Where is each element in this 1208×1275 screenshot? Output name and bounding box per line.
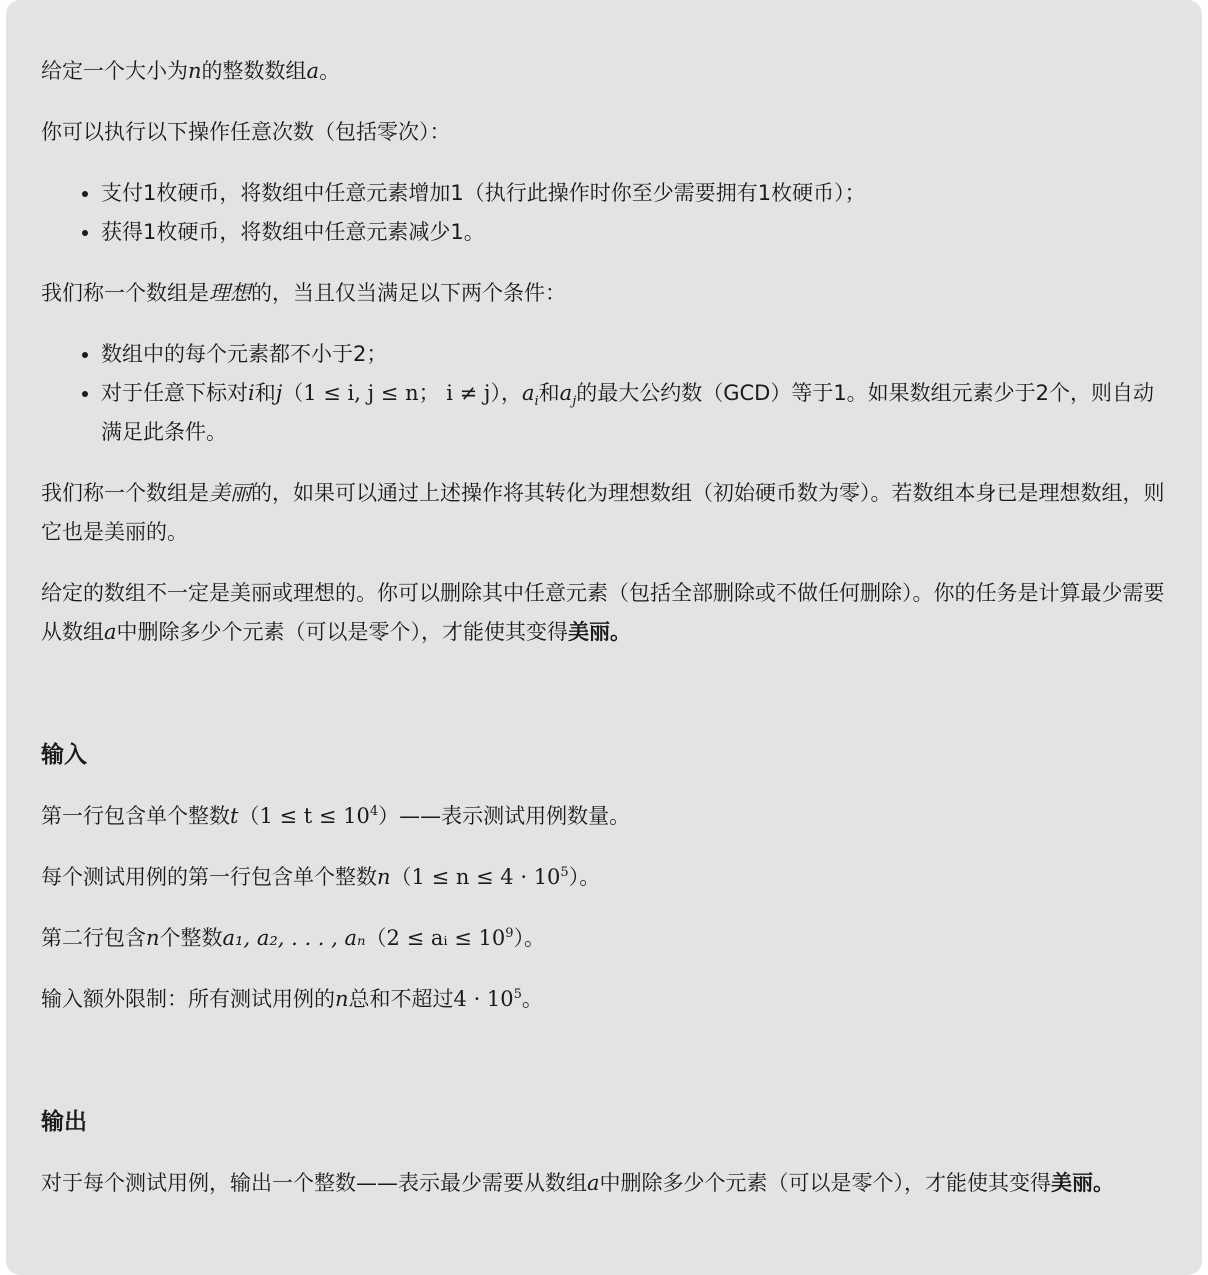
text: 每个测试用例的第一行包含单个整数: [41, 865, 377, 889]
text: 的最大公约数（GCD）等于1。如果数组元素少于2个，则自动满足此条件。: [101, 381, 1155, 444]
text: 给定一个大小为: [41, 59, 188, 83]
math-var: a: [587, 1171, 600, 1195]
bold-text: 美丽: [568, 620, 611, 644]
conditions-list: [41, 335, 1171, 452]
input-heading: 输入: [41, 742, 87, 768]
math-var: t: [230, 804, 239, 828]
text: 输入额外限制：所有测试用例的: [41, 987, 335, 1011]
text: ）: [378, 804, 400, 828]
text: 我们称一个数组是: [41, 281, 209, 305]
text: 和: [538, 381, 560, 405]
text: 。: [319, 59, 341, 83]
math-condition: （1 ≤ i, j ≤ n； i ≠ j）: [282, 381, 501, 405]
text: 对于任意下标对: [101, 381, 248, 405]
list-item: • 支付1枚硬币，将数组中任意元素增加1（执行此操作时你至少需要拥有1枚硬币）；: [101, 174, 1171, 213]
text: ）。: [513, 926, 546, 950]
math-var: n: [377, 865, 391, 889]
exponent: 4: [369, 804, 379, 819]
math-var: n: [188, 59, 202, 83]
subscript: j: [572, 394, 577, 410]
input-line-3: [41, 919, 1171, 958]
text: 我们称一个数组是: [41, 481, 209, 505]
exponent: 5: [513, 987, 522, 1002]
operations-intro: 你可以执行以下操作任意次数（包括零次）：: [41, 120, 451, 144]
math-value: 4 · 10: [453, 987, 514, 1011]
text: 总和不超过: [348, 987, 454, 1011]
math-condition: （1 ≤ t ≤ 10: [238, 804, 370, 828]
task-paragraph: [41, 574, 1171, 652]
text: 和: [254, 381, 276, 405]
problem-card: [6, 0, 1202, 1275]
output-heading: 输出: [41, 1109, 87, 1135]
text: 对于每个测试用例，输出一个整数——表示最少需要从数组: [41, 1171, 587, 1195]
math-var: j: [275, 381, 283, 405]
text: 的，当且仅当满足以下两个条件：: [251, 281, 566, 305]
text: 的，如果可以通过上述操作将其转化为理想数组（初始硬币数为零）。若数组本身已是理想数组，则它也是美丽的。: [41, 481, 1165, 544]
bold-text: 美丽: [1051, 1171, 1094, 1195]
list-item: [101, 374, 1171, 452]
ideal-definition: [41, 274, 1171, 313]
text: 。: [521, 987, 543, 1011]
text: 。: [610, 620, 632, 644]
text: 第二行包含: [41, 926, 146, 950]
emphasis: 美丽: [209, 481, 251, 505]
input-line-1: [41, 797, 1171, 836]
math-var: a: [559, 381, 573, 405]
problem-statement: [41, 52, 1171, 1225]
exponent: 9: [505, 926, 514, 941]
text: ）。: [568, 865, 601, 889]
text: 的整数数组: [201, 59, 307, 83]
operations-list: [41, 174, 1171, 252]
text: ，: [500, 381, 522, 405]
input-line-4: [41, 980, 1171, 1019]
math-var: i: [248, 381, 255, 405]
subscript: i: [534, 394, 539, 410]
text: 个整数: [159, 926, 223, 950]
intro-paragraph: [41, 52, 1171, 91]
text: ——表示测试用例数量。: [399, 804, 631, 828]
math-var: a: [306, 59, 320, 83]
emphasis: 理想: [209, 281, 251, 305]
math-var: n: [335, 987, 349, 1011]
list-item: • 获得1枚硬币，将数组中任意元素减少1。: [101, 213, 1171, 252]
math-var: a: [104, 620, 117, 644]
math-condition: （2 ≤ aᵢ ≤ 10: [365, 926, 506, 950]
exponent: 5: [560, 865, 569, 880]
beautiful-definition: [41, 474, 1171, 552]
text: 中删除多少个元素（可以是零个），才能使其变得: [116, 620, 569, 644]
math-var: n: [146, 926, 160, 950]
list-item: • 数组中的每个元素都不小于2；: [101, 335, 1171, 374]
text: 。: [1093, 1171, 1115, 1195]
output-line: [41, 1164, 1171, 1203]
math-var: a: [521, 381, 535, 405]
math-condition: （1 ≤ n ≤ 4 · 10: [390, 865, 561, 889]
text: 给定的数组不一定是美丽或理想的。你可以删除其中任意元素（包括全部删除或不做任何删除）。你的任务是计算最少需要从数组: [41, 581, 1165, 644]
text: 第一行包含单个整数: [41, 804, 230, 828]
text: 中删除多少个元素（可以是零个），才能使其变得: [599, 1171, 1052, 1195]
math-sequence: a₁, a₂, . . . , aₙ: [222, 926, 366, 950]
input-line-2: [41, 858, 1171, 897]
